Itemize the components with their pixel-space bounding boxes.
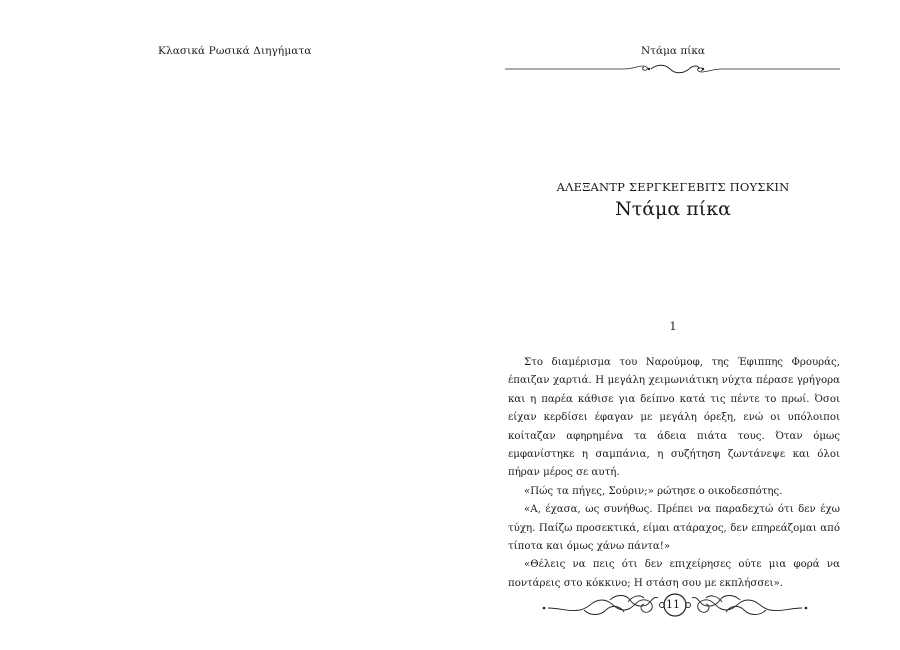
body-text — [508, 354, 840, 593]
paragraph: «Α, έχασα, ως συνήθως. Πρέπει να παραδεχτώ ότι δεν έχω τύχη. Παίζω προσεκτικά, είμαι ατάραχος, δεν επηρεάζομαι από τίποτα και όμως χάνω πάντα!» — [508, 504, 840, 553]
running-head-story-title: Ντάμα πίκα — [640, 45, 705, 57]
paragraph: Στο διαμέρισμα του Ναρούμοφ, της Έφιππης Φρουράς, έπαιζαν χαρτιά. Η μεγάλη χειμωνιάτικη νύχτα πέρασε γρήγορα και η παρέα κάθισε για δείπνο κατά τις πέντε το πρωί. Όσοι είχαν κερδίσει έφαγαν με μεγάλη όρεξη, ενώ οι υπόλοιποι κοίταζαν αφηρημένα τα άδεια πιάτα τους. Όταν όμως εμφανίστηκε η σαμπάνια, η συζήτηση ζωντάνεψε και όλοι πήραν μέρος σε αυτή. — [508, 357, 840, 479]
chapter-number: 1 — [669, 320, 677, 333]
author-name: ΑΛΕΞΑΝΤΡ ΣΕΡΓΚΕΓΕΒΙΤΣ ΠΟΥΣΚΙΝ — [556, 180, 790, 194]
paragraph: «Θέλεις να πεις ότι δεν επιχείρησες ούτε μια φορά να ποντάρεις στο κόκκινο; Η στάση σου με εκπλήσσει». — [508, 559, 840, 589]
right-page — [450, 0, 900, 650]
paragraph: «Πώς τα πήγες, Σούριν;» ρώτησε ο οικοδεσπότης. — [524, 485, 783, 497]
page-number: 11 — [666, 598, 680, 611]
header-ornament-rule — [505, 62, 840, 76]
running-head-book-title: Κλασικά Ρωσικά Διηγήματα — [158, 45, 312, 57]
story-title: Ντάμα πίκα — [615, 198, 731, 220]
